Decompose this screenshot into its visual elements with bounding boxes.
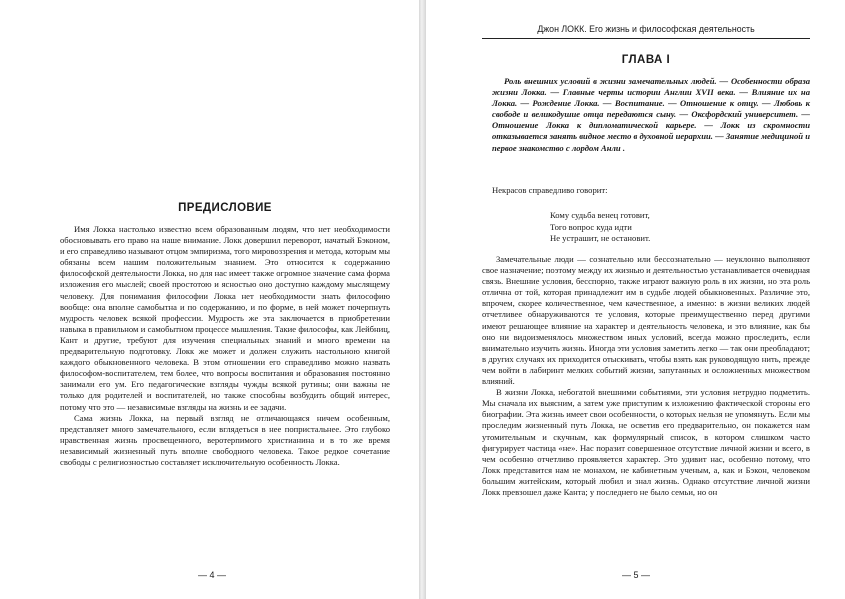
epigraph-verse	[550, 210, 650, 245]
verse-line: Не устрашит, не остановит.	[550, 233, 651, 244]
page-number: — 4 —	[197, 570, 226, 580]
page-number: — 5 —	[621, 570, 650, 580]
book-gutter	[419, 0, 426, 599]
right-page	[426, 0, 845, 599]
chapter-body	[482, 254, 810, 498]
epigraph-intro: Некрасов справедливо говорит:	[492, 185, 608, 195]
chapter-summary: Роль внешних условий в жизни замечательных людей. — Особенности образа жизни Локка. — Главные черты истории Англии XVII века. — Влияние их на Локка. — Рождение Локка. — Воспитание. — Отношение к отцу. — Любовь к свободе и великодушие отца передаются сыну. — Оксфордский университет. — Отношение Локка к дипломатической карьере. — Локк из скромности отказывается занять видное место в духовной иерархии. — Занятие медициной и первое знакомство с лордом Анли .	[492, 76, 810, 153]
paragraph: В жизни Локка, небогатой внешними событиями, эти условия нетрудно подметить. Мы сначала их выясним, а затем уже приступим к изложению фактической стороны его биографии. Эта жизнь имеет свои особенности, о которых нельзя не упомянуть. Если мы проследим жизненный путь Локка, не осветив его предварительно, он покажется нам утомительным и скучным, как формулярный список, в котором слишком часто фигурирует частица «не». Нас поразит совершенное отсутствие личной жизни и всего, в чем особенно отчетливо проявляется характер. Это удивит нас, особенно потому, что Локк представится нам не монахом, не кабинетным ученым, а, как и Бэкон, человеком большим житейским, который любил и знал жизнь. Однако отсутствие личной жизни Локк превзошел даже Канта; у последнего не было семьи, но он	[482, 387, 810, 497]
preface-title: ПРЕДИСЛОВИЕ	[178, 202, 272, 214]
verse-line: Того вопрос куда идти	[550, 221, 632, 232]
paragraph: Сама жизнь Локка, на первый взгляд не отличающаяся ничем особенным, представляет много замечательного, если вглядеться в нее попристальнее. Это глубоко нравственная жизнь просвещенного, веротерпимого христианина и в то же время независимый жизненный путь вполне свободного человека. Такое редкое сочетание свободы с религиозностью составляет исключительную особенность Локка.	[60, 412, 390, 467]
left-page	[0, 0, 419, 599]
header-divider	[482, 38, 810, 39]
paragraph: Замечательные люди — сознательно или бессознательно — неуклонно выполняют свое назначение; поэтому между их жизнью и деятельностью устанавливается очевидная связь. Внешние условия, бесспорно, также играют важную роль в их жизни, но эта роль отлична от той, которая принадлежит им в судьбе людей обыкновенных. Различие это, впрочем, скорее количественное, чем качественное, а именно: в жизни великих людей отчетливее обнаруживаются те условия, которые преимущественно перед другими имеют решающее влияние на характер и деятельность человека, и это влияние, как бы оно ни видоизменялось множеством иных условий, всегда можно проследить, если внимательно изучить жизнь. Иногда эти условия заметить легко — так они преобладают; в других случаях их приходится отыскивать, чтобы взять как руководящую нить, прежде чем войти в лабиринт мелких событий жизни, запутанных и осложненных множеством влияний.	[482, 254, 810, 387]
preface-body	[60, 224, 390, 468]
running-header: Джон ЛОКК. Его жизнь и философская деятельность	[537, 24, 755, 34]
chapter-title: ГЛАВА I	[621, 54, 671, 66]
verse-line: Кому судьба венец готовит,	[550, 210, 650, 220]
paragraph: Имя Локка настолько известно всем образованным людям, что нет необходимости обосновывать его право на наше внимание. Локк довершил переворот, начатый Бэконом, и его справедливо называют отцом эмпиризма, того мировоззрения и метода, которым мы обязаны всем нашим положительным знанием. Это относится к содержанию философской деятельности Локка, но для нас имеет также огромное значение сама форма изложения его мыслей; своей простотою и ясностью оно доступно каждому мыслящему человеку. Для понимания философии Локка нет необходимости знать философию вообще: она вполне самобытна и по содержанию, и по форме, в ней может почерпнуть мудрость человек всякой профессии. Мудрость же эта заключается в приобретении навыка в правильном и самобытном процессе мышления. Такие философы, как Лейбниц, Кант и другие, требуют для изучения специальных знаний и много времени на предварительную подготовку. Локк же может и должен служить настольною книгой каждого обыкновенного человека. В этом отношении его справедливо можно назвать философом-воспитателем, тем более, что вопросы воспитания и образования постоянно занимали его ум. Его педагогические взгляды чужды всякой рутины; они важны не только для родителей и воспитателей, но также способны возбудить общий интерес, потому что это — независимые взгляды на жизнь и ее задачи.	[60, 224, 390, 412]
